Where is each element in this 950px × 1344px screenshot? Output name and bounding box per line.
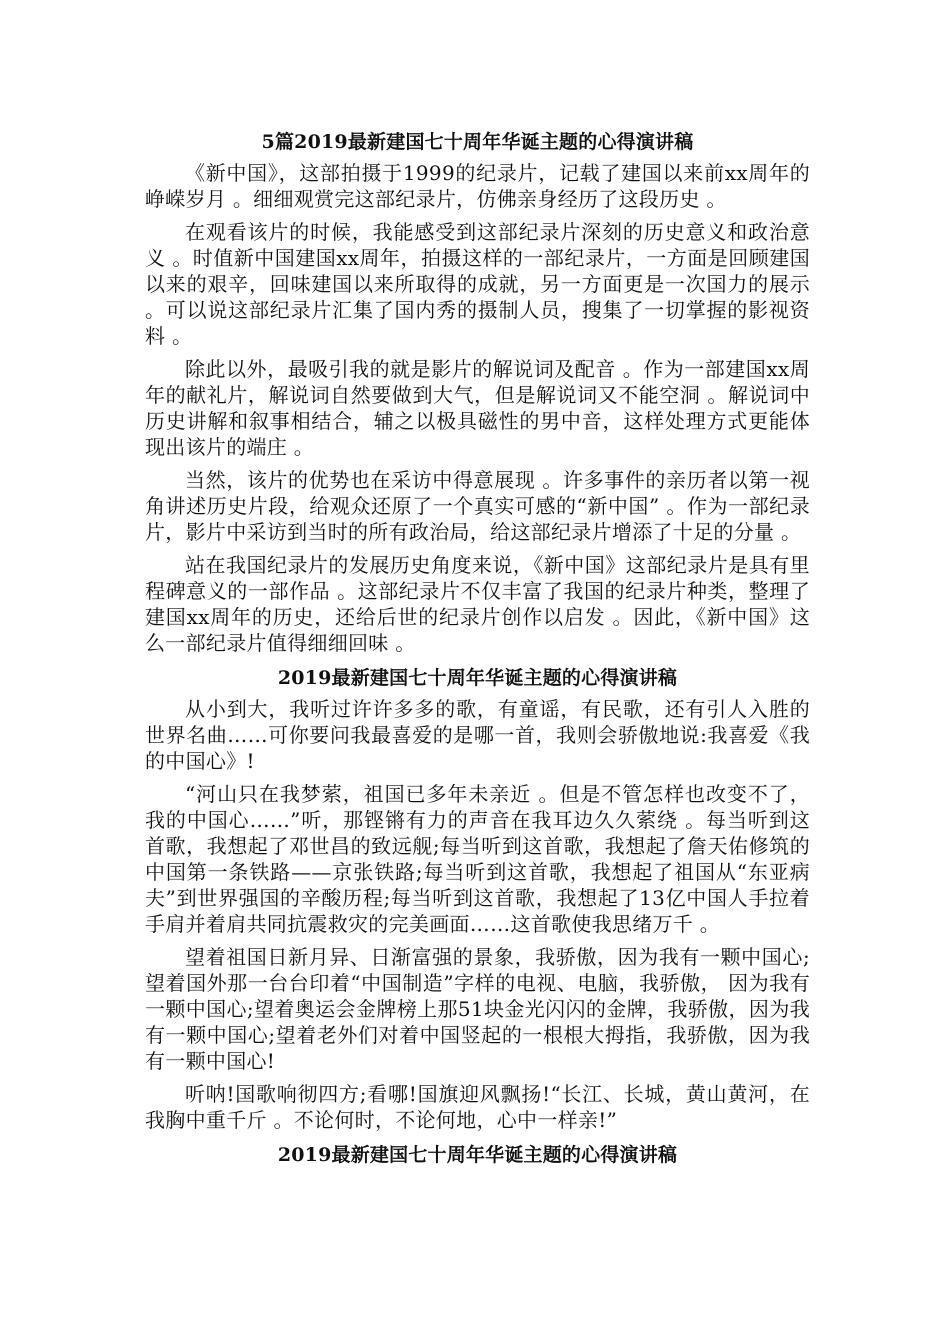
paragraph: 望着祖国日新月异、日渐富强的景象，我骄傲，因为我有一颗中国心;望着国外那一台台印着“中国制造”字样的电视、电脑，我骄傲， 因为我有一颗中国心;望着奥运会金牌榜上那51块金光闪闪的金牌，我骄傲，因为我有一颗中国心;望着老外们对着中国竖起的一根根大拇指，我骄傲，因为我有一颗中国心! xyxy=(145,945,810,1073)
paragraph: 听呐!国歌响彻四方;看哪!国旗迎风飘扬!“长江、长城，黄山黄河，在我胸中重千斤 。不论何时，不论何地，心中一样亲!” xyxy=(145,1082,810,1132)
section-title: 5篇2019最新建国七十周年华诞主题的心得演讲稿 xyxy=(261,131,694,153)
section-2 xyxy=(145,663,810,1133)
paragraph: “河山只在我梦萦，祖国已多年未亲近 。但是不管怎样也改变不了，我的中国心……”听，那铿锵有力的声音在我耳边久久萦绕 。每当听到这首歌，我想起了邓世昌的致远舰;每当听到这首歌，我想起了詹天佑修筑的中国第一条铁路——京张铁路;每当听到这首歌，我想起了祖国从“东亚病夫”到世界强国的辛酸历程;每当听到这首歌，我想起了13亿中国人手拉着手肩并着肩共同抗震救灾的完美画面……这首歌使我思绪万千 。 xyxy=(145,782,810,936)
paragraph: 站在我国纪录片的发展历史角度来说，《新中国》这部纪录片是具有里程碑意义的一部作品 。这部纪录片不仅丰富了我国的纪录片种类，整理了建国xx周年的历史，还给后世的纪录片创作以启发 。因此，《新中国》这么一部纪录片值得细细回味 。 xyxy=(145,553,810,655)
section-title: 2019最新建国七十周年华诞主题的心得演讲稿 xyxy=(277,1144,678,1166)
section-title: 2019最新建国七十周年华诞主题的心得演讲稿 xyxy=(277,667,678,689)
paragraph: 除此以外，最吸引我的就是影片的解说词及配音 。作为一部建国xx周年的献礼片，解说词自然要做到大气，但是解说词又不能空洞 。解说词中历史讲解和叙事相结合，辅之以极具磁性的男中音，这样处理方式更能体现出该片的端庄 。 xyxy=(145,357,810,459)
paragraph: 《新中国》，这部拍摄于1999的纪录片，记载了建国以来前xx周年的峥嵘岁月 。细细观赏完这部纪录片，仿佛亲身经历了这段历史 。 xyxy=(145,161,810,211)
section-3 xyxy=(145,1140,810,1170)
document-page xyxy=(145,127,810,1173)
paragraph: 在观看该片的时候，我能感受到这部纪录片深刻的历史意义和政治意义 。时值新中国建国xx周年，拍摄这样的一部纪录片，一方面是回顾建国以来的艰辛，回味建国以来所取得的成就，另一方面更是一次国力的展示 。可以说这部纪录片汇集了国内秀的摄制人员，搜集了一切掌握的影视资料 。 xyxy=(145,220,810,348)
paragraph: 从小到大，我听过许许多多的歌，有童谣，有民歌，还有引人入胜的世界名曲……可你要问我最喜爱的是哪一首，我则会骄傲地说:我喜爱《我的中国心》! xyxy=(145,697,810,773)
section-1 xyxy=(145,127,810,656)
paragraph: 当然，该片的优势也在采访中得意展现 。许多事件的亲历者以第一视角讲述历史片段，给观众还原了一个真实可感的“新中国” 。作为一部纪录片，影片中采访到当时的所有政治局，给这部纪录片增添了十足的分量 。 xyxy=(145,468,810,544)
